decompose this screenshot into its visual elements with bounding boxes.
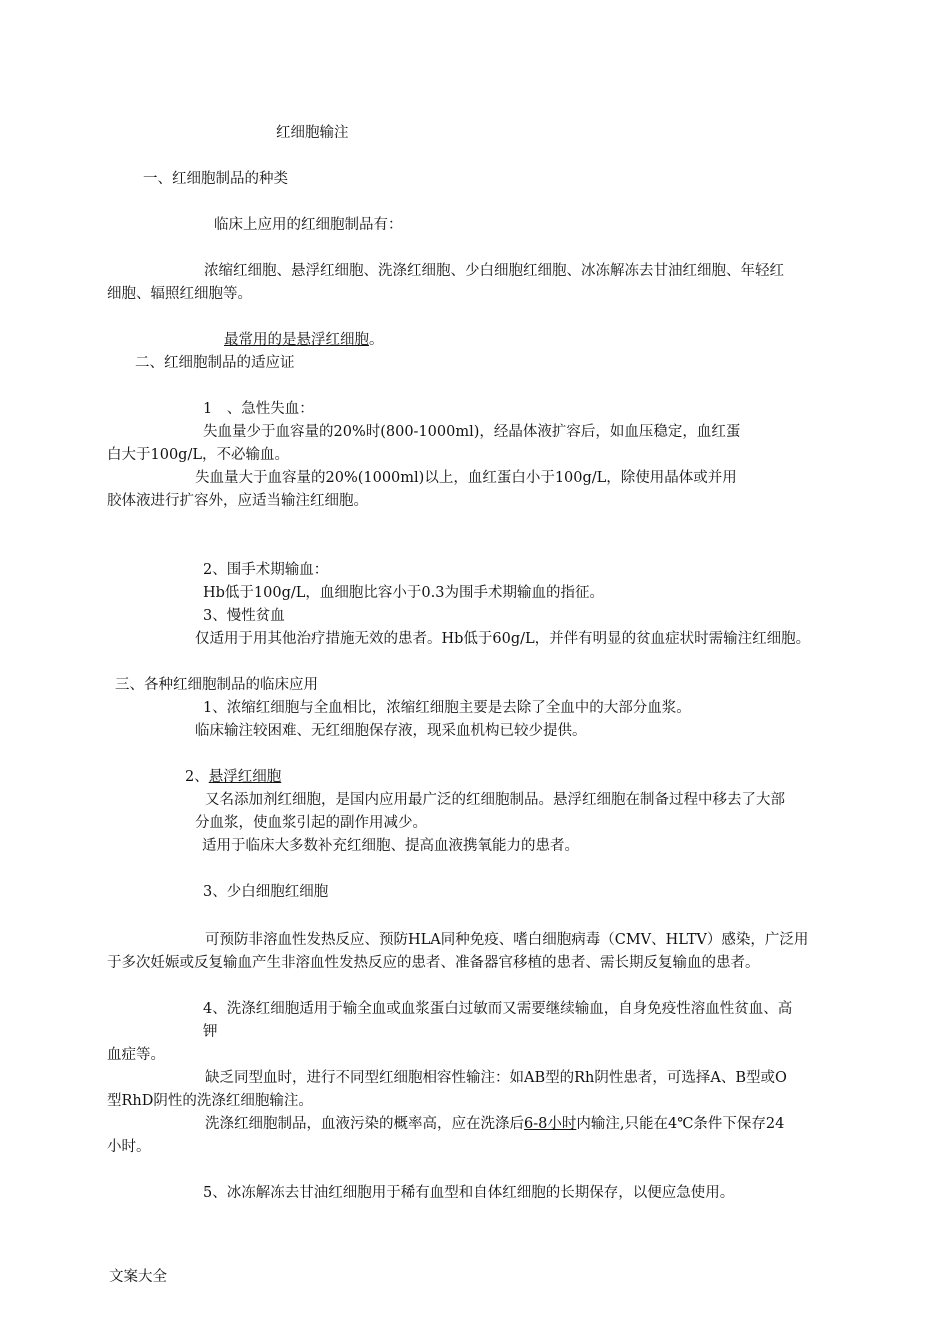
list-item-title: 3、少白细胞红细胞 xyxy=(203,884,329,900)
section-2-heading: 二、红细胞制品的适应证 xyxy=(135,355,295,371)
section-3-heading: 三、各种红细胞制品的临床应用 xyxy=(115,677,318,693)
paragraph: 于多次妊娠或反复输血产生非溶血性发热反应的患者、准备器官移植的患者、需长期反复输血的患者。 xyxy=(107,955,760,971)
page-footer: 文案大全 xyxy=(109,1269,167,1285)
document-title: 红细胞输注 xyxy=(276,125,349,141)
paragraph: 失血量大于血容量的20%(1000ml)以上，血红蛋白小于100g/L，除使用晶体或并用 xyxy=(195,470,737,486)
underlined-text: 6-8小时 xyxy=(524,1116,577,1132)
text-span: 2、 xyxy=(185,769,209,785)
list-item-title xyxy=(185,768,281,786)
list-item-title: 1 、急性失血： xyxy=(203,401,314,417)
paragraph: 仅适用于用其他治疗措施无效的患者。Hb低于60g/L，并伴有明显的贫血症状时需输注红细胞。 xyxy=(195,631,811,647)
underlined-text: 悬浮红细胞 xyxy=(208,769,282,785)
paragraph: 可预防非溶血性发热反应、预防HLA同种免疫、嗜白细胞病毒（CMV、HLTV）感染，广泛用 xyxy=(205,932,809,948)
paragraph: 血症等。 xyxy=(107,1047,165,1063)
paragraph: 失血量少于血容量的20%时(800-1000ml)，经晶体液扩容后，如血压稳定，血红蛋 xyxy=(203,424,741,440)
paragraph: 5、冰冻解冻去甘油红细胞用于稀有血型和自体红细胞的长期保存，以便应急使用。 xyxy=(203,1185,735,1201)
paragraph: 细胞、辐照红细胞等。 xyxy=(107,286,252,302)
paragraph: 临床输注较困难、无红细胞保存液，现采血机构已较少提供。 xyxy=(195,723,587,739)
paragraph xyxy=(205,1115,784,1133)
paragraph: 白大于100g/L，不必输血。 xyxy=(107,447,289,463)
paragraph: 分血浆，使血浆引起的副作用减少。 xyxy=(195,815,427,831)
paragraph: 4、洗涤红细胞适用于输全血或血浆蛋白过敏而又需要继续输血，自身免疫性溶血性贫血、高 xyxy=(203,1001,793,1017)
text-span: 。 xyxy=(369,332,384,348)
paragraph: 浓缩红细胞、悬浮红细胞、洗涤红细胞、少白细胞红细胞、冰冻解冻去甘油红细胞、年轻红 xyxy=(204,263,784,279)
paragraph xyxy=(224,331,384,349)
paragraph: Hb低于100g/L，血细胞比容小于0.3为围手术期输血的指征。 xyxy=(203,585,604,601)
paragraph: 适用于临床大多数补充红细胞、提高血液携氧能力的患者。 xyxy=(202,838,579,854)
list-item-title: 2、围手术期输血： xyxy=(203,562,329,578)
paragraph: 小时。 xyxy=(107,1139,151,1155)
list-item-title: 3、慢性贫血 xyxy=(203,608,285,624)
section-1-heading: 一、红细胞制品的种类 xyxy=(143,171,288,187)
paragraph: 型RhD阴性的洗涤红细胞输注。 xyxy=(107,1093,313,1109)
text-span: 洗涤红细胞制品，血液污染的概率高，应在洗涤后 xyxy=(205,1116,524,1132)
text-span: 内输注,只能在4℃条件下保存24 xyxy=(576,1116,785,1132)
paragraph: 钾 xyxy=(203,1024,218,1040)
paragraph: 1、浓缩红细胞与全血相比，浓缩红细胞主要是去除了全血中的大部分血浆。 xyxy=(203,700,691,716)
paragraph: 又名添加剂红细胞，是国内应用最广泛的红细胞制品。悬浮红细胞在制备过程中移去了大部 xyxy=(205,792,785,808)
paragraph: 缺乏同型血时，进行不同型红细胞相容性输注：如AB型的Rh阴性患者，可选择A、B型或O xyxy=(205,1070,787,1086)
paragraph: 临床上应用的红细胞制品有： xyxy=(214,217,403,233)
underlined-text: 最常用的是悬浮红细胞 xyxy=(224,332,369,348)
paragraph: 胶体液进行扩容外，应适当输注红细胞。 xyxy=(107,493,368,509)
